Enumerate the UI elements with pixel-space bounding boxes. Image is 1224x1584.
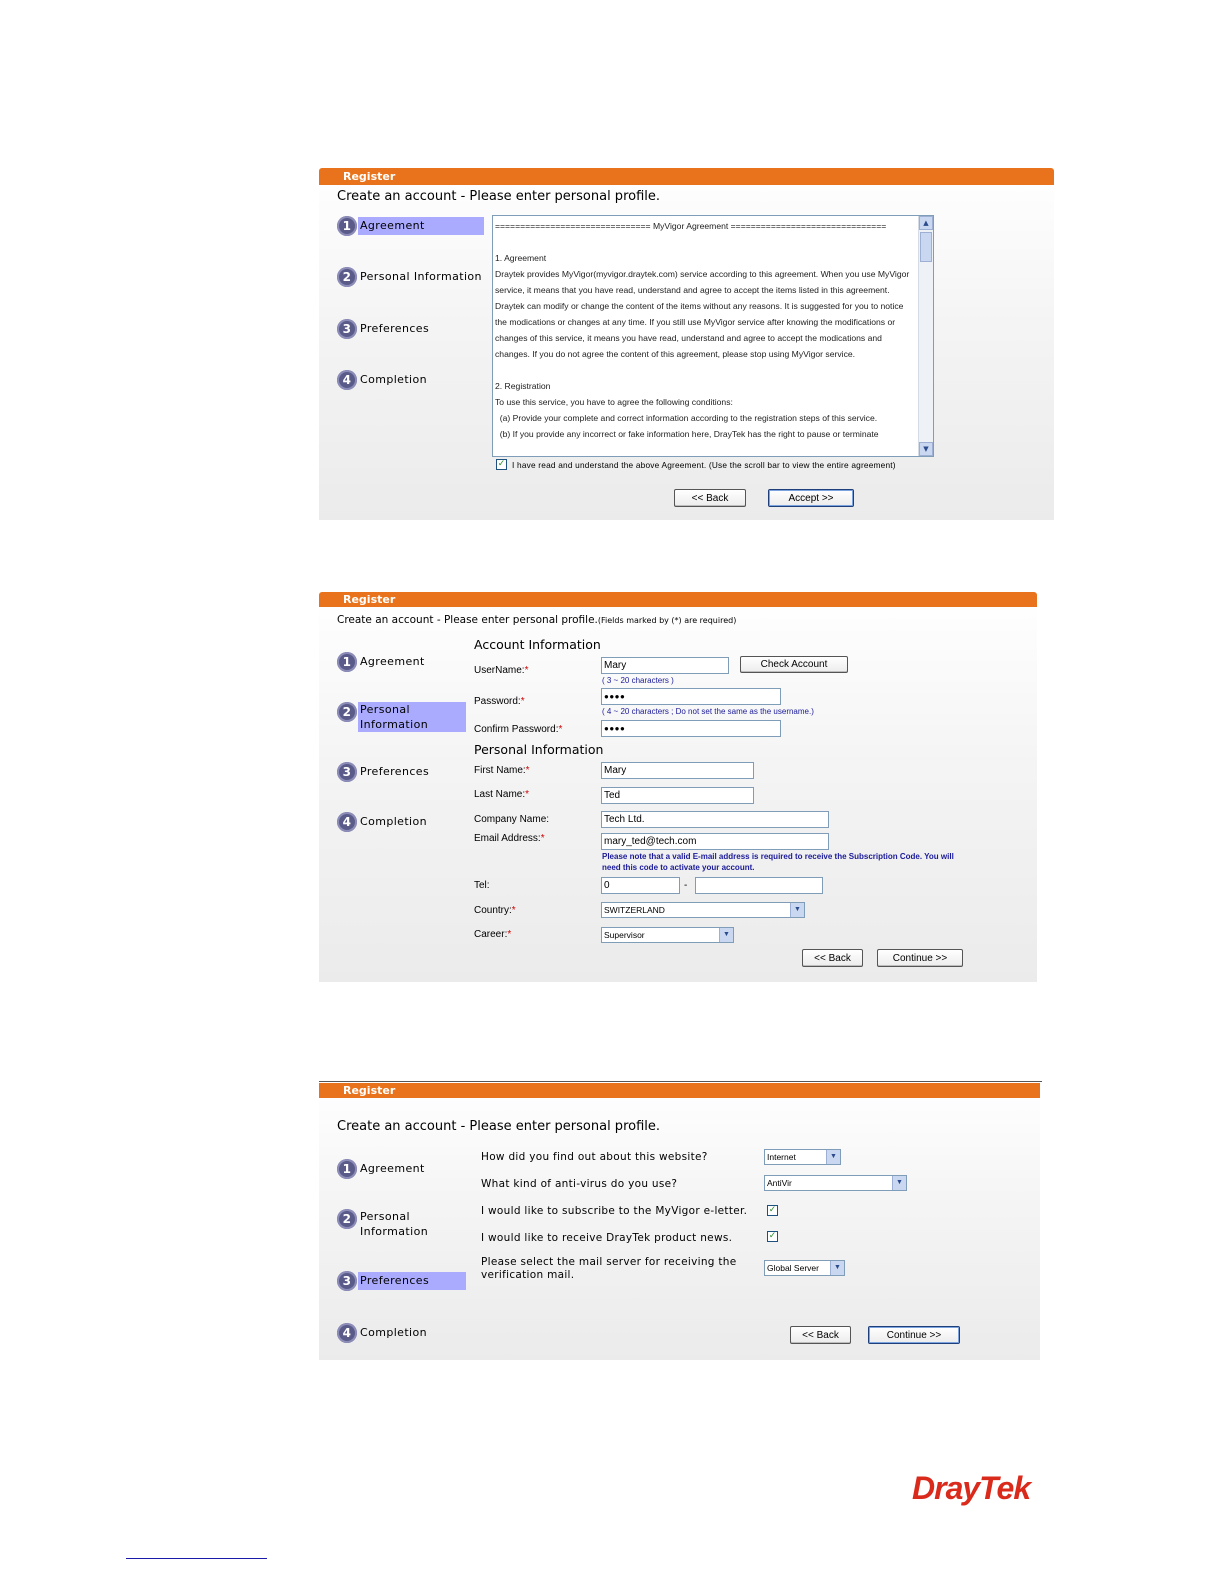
account-information-heading: Account Information [474, 637, 601, 652]
step-number-icon: 2 [337, 267, 357, 287]
required-mark: * [558, 724, 563, 735]
step-number-icon: 4 [337, 1323, 357, 1343]
product-news-question: I would like to receive DrayTek product news. [481, 1232, 733, 1244]
step-completion [337, 368, 429, 392]
required-mark: * [520, 696, 525, 707]
step-label: Agreement [360, 655, 425, 668]
tel-number-input[interactable] [695, 877, 823, 894]
antivirus-question: What kind of anti-virus do you use? [481, 1178, 678, 1190]
password-label-text: Password: [474, 696, 521, 707]
step-preferences [337, 1269, 466, 1293]
step-number-icon: 3 [337, 319, 357, 339]
referral-selected-value: Internet [767, 1152, 796, 1162]
step-number-icon: 2 [337, 1209, 357, 1229]
country-select[interactable] [601, 902, 805, 918]
continue-button[interactable]: Continue >> [877, 949, 963, 967]
step-label: Completion [360, 373, 428, 386]
scroll-up-icon[interactable]: ▲ [919, 216, 933, 230]
username-label [474, 665, 528, 676]
step-personal-information [337, 700, 466, 734]
step-label: Completion [360, 1326, 428, 1339]
agree-checkbox-label: I have read and understand the above Agreement. (Use the scroll bar to view the entire agreement) [512, 460, 896, 470]
username-input[interactable]: Mary [601, 657, 729, 674]
career-selected-value: Supervisor [604, 930, 645, 940]
panel-header: Register [319, 592, 1037, 607]
back-button[interactable]: << Back [674, 489, 746, 507]
required-mark: * [540, 833, 545, 844]
step-personal-information [337, 265, 484, 289]
page-title: Create an account - Please enter personal profile. [337, 189, 661, 204]
last-name-label [474, 789, 529, 800]
eletter-question: I would like to subscribe to the MyVigor e-letter. [481, 1205, 748, 1217]
first-name-label-text: First Name: [474, 765, 526, 776]
step-number-icon: 4 [337, 812, 357, 832]
back-button[interactable]: << Back [790, 1326, 851, 1344]
register-panel-agreement [319, 168, 1054, 520]
required-fields-note: (Fields marked by (*) are required) [597, 616, 737, 625]
continue-button[interactable]: Continue >> [868, 1326, 960, 1344]
antivirus-selected-value: AntiVir [767, 1178, 792, 1188]
username-hint: ( 3 ~ 20 characters ) [602, 676, 674, 685]
career-select[interactable] [601, 927, 734, 943]
panel-divider-line [319, 1081, 1042, 1082]
mail-server-select[interactable] [764, 1260, 845, 1276]
scroll-thumb[interactable] [920, 232, 932, 262]
step-completion [337, 810, 429, 834]
email-note-line2: need this code to activate your account. [602, 863, 755, 872]
step-completion [337, 1321, 429, 1345]
step-number-icon: 2 [337, 702, 357, 722]
required-mark: * [525, 765, 530, 776]
tel-label: Tel: [474, 880, 490, 891]
step-number-icon: 1 [337, 1159, 357, 1179]
step-number-icon: 3 [337, 1271, 357, 1291]
company-name-label: Company Name: [474, 814, 550, 825]
mail-server-selected-value: Global Server [767, 1263, 819, 1273]
step-label: Personal Information [358, 702, 466, 732]
back-button[interactable]: << Back [802, 949, 863, 967]
email-address-label [474, 833, 545, 844]
step-preferences [337, 317, 431, 341]
mail-server-question-line2: verification mail. [481, 1269, 575, 1281]
scroll-down-icon[interactable]: ▼ [919, 442, 933, 456]
country-selected-value: SWITZERLAND [604, 905, 665, 915]
step-number-icon: 3 [337, 762, 357, 782]
country-label [474, 905, 516, 916]
company-name-input[interactable]: Tech Ltd. [601, 811, 829, 828]
mail-server-question-line1: Please select the mail server for receiving the [481, 1256, 737, 1268]
step-preferences [337, 760, 431, 784]
step-agreement [337, 650, 427, 674]
step-number-icon: 1 [337, 652, 357, 672]
confirm-password-input[interactable]: ●●●● [601, 720, 781, 737]
page-title-text: Create an account - Please enter personal profile. [337, 614, 598, 626]
eletter-checkbox[interactable]: ✓ [768, 1205, 777, 1215]
personal-information-heading: Personal Information [474, 742, 604, 757]
step-label: Agreement [358, 217, 484, 235]
email-address-input[interactable]: mary_ted@tech.com [601, 833, 829, 850]
last-name-input[interactable]: Ted [601, 787, 754, 804]
step-label: Agreement [360, 1162, 425, 1175]
step-label: Preferences [358, 1272, 466, 1290]
step-label: Preferences [360, 322, 430, 335]
page-title: Create an account - Please enter personal profile. [337, 1119, 661, 1134]
tel-area-input[interactable]: 0 [601, 877, 680, 894]
required-mark: * [525, 789, 530, 800]
first-name-input[interactable]: Mary [601, 762, 754, 779]
chevron-down-icon[interactable]: ▼ [719, 928, 733, 942]
confirm-password-label-text: Confirm Password: [474, 724, 559, 735]
chevron-down-icon[interactable]: ▼ [790, 903, 804, 917]
step-agreement [337, 214, 484, 238]
register-panel-personal-information [319, 592, 1037, 982]
password-input[interactable]: ●●●● [601, 688, 781, 705]
career-label-text: Career: [474, 929, 508, 940]
username-label-text: UserName: [474, 665, 525, 676]
confirm-password-label [474, 724, 562, 735]
email-note-line1: Please note that a valid E-mail address is required to receive the Subscription Code. You will [602, 852, 954, 861]
required-mark: * [511, 905, 516, 916]
last-name-label-text: Last Name: [474, 789, 526, 800]
agree-checkbox[interactable]: ✓ [497, 459, 506, 469]
chevron-down-icon[interactable]: ▼ [830, 1261, 844, 1275]
required-mark: * [507, 929, 512, 940]
footer-rule [126, 1558, 267, 1559]
product-news-checkbox[interactable]: ✓ [768, 1231, 777, 1241]
password-hint: ( 4 ~ 20 characters ; Do not set the same as the username.) [602, 707, 814, 716]
first-name-label [474, 765, 530, 776]
step-label: Personal Information [360, 270, 482, 283]
step-agreement [337, 1157, 427, 1181]
tel-separator: - [684, 880, 688, 891]
register-panel-preferences [319, 1083, 1040, 1360]
draytek-logo: DrayTek [912, 1470, 1031, 1506]
referral-select[interactable] [764, 1149, 841, 1165]
step-personal-information [337, 1207, 432, 1241]
password-label [474, 696, 525, 707]
email-address-label-text: Email Address: [474, 833, 541, 844]
step-label: Preferences [360, 765, 430, 778]
step-label: Personal Information [360, 1210, 429, 1238]
page-title [337, 614, 736, 626]
step-number-icon: 4 [337, 370, 357, 390]
step-label: Completion [360, 815, 428, 828]
chevron-down-icon[interactable]: ▼ [826, 1150, 840, 1164]
panel-header: Register [319, 168, 1054, 185]
step-number-icon: 1 [337, 216, 357, 236]
antivirus-select[interactable] [764, 1175, 907, 1191]
country-label-text: Country: [474, 905, 512, 916]
required-mark: * [524, 665, 529, 676]
agreement-textarea[interactable] [492, 215, 934, 457]
referral-question: How did you find out about this website? [481, 1151, 708, 1163]
agreement-text: =============================== MyVigor Agreement =============================== 1. Agreement Draytek provides MyVigor(myvigor.draytek.com) service according to this agreement. When you use MyVigor service, it means that you have read, understand and agree to accept the items listed in this agreement. Draytek can modify or change the content of the items without any reasons. It is suggested for you to notice the modications or changes at any time. If you still use MyVigor service after knowing the modifications or changes of this service, it means you have read, understand and agree to accept the modications and changes. If you do not agree the content of this agreement, please stop using MyVigor service. 2. Registration To use this service, you have to agree the following conditions: (a) Provide your complete and correct information according to the registration steps of this service. (b) If you provide any incorrect or fake information here, DrayTek has the right to pause or terminate [495, 221, 910, 439]
panel-header: Register [319, 1083, 1040, 1098]
agreement-scrollbar[interactable] [918, 216, 933, 456]
check-account-button[interactable]: Check Account [740, 656, 848, 673]
accept-button[interactable]: Accept >> [768, 489, 854, 507]
career-label [474, 929, 511, 940]
chevron-down-icon[interactable]: ▼ [892, 1176, 906, 1190]
